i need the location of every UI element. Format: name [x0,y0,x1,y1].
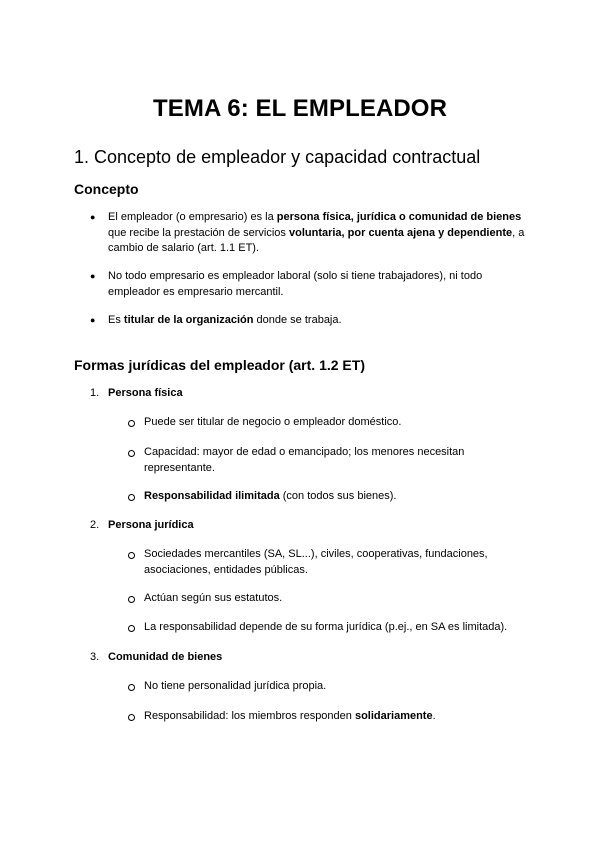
sub-list-item: Puede ser titular de negocio o empleador doméstico. [144,416,402,428]
subsection-heading-formas: Formas jurídicas del empleador (art. 1.2 ET) [74,357,365,373]
bullet-circle-icon [128,684,135,691]
list-number: 1. [90,387,100,399]
sub-list-item: No tiene personalidad jurídica propia. [144,680,327,692]
bullet-dot-icon: ● [90,212,96,222]
list-item-label: Persona jurídica [108,519,194,531]
bullet-dot-icon: ● [90,315,96,325]
list-number: 3. [90,651,100,663]
bullet-circle-icon [128,552,135,559]
bullet-circle-icon [128,596,135,603]
bullet-circle-icon [128,494,135,501]
sub-list-item: Responsabilidad: los miembros responden solidariamente. [144,710,436,722]
document-title: TEMA 6: EL EMPLEADOR [152,95,448,122]
section-heading: 1. Concepto de empleador y capacidad contractual [74,147,481,167]
sub-list-item: Responsabilidad ilimitada (con todos sus bienes). [144,490,397,502]
bullet-circle-icon [128,625,135,632]
bullet-circle-icon [128,420,135,427]
list-item: Es titular de la organización donde se trabaja. [108,314,342,326]
list-item: El empleador (o empresario) es la persona física, jurídica o comunidad de bienes que recibe la prestación de servicios voluntaria, por cuenta ajena y dependiente, a cambio de salario (art. 1.1 ET). [108,211,525,254]
list-number: 2. [90,519,100,531]
bullet-circle-icon [128,714,135,721]
sub-list-item: Sociedades mercantiles (SA, SL...), civiles, cooperativas, fundaciones, asociaciones, entidades públicas. [144,548,488,576]
sub-list-item: Actúan según sus estatutos. [144,592,283,604]
sub-list-item: La responsabilidad depende de su forma jurídica (p.ej., en SA es limitada). [144,621,508,633]
list-item: No todo empresario es empleador laboral (solo si tiene trabajadores), ni todo empleador es empresario mercantil. [108,270,483,298]
list-item-label: Persona física [108,387,183,399]
sub-list-item: Capacidad: mayor de edad o emancipado; los menores necesitan representante. [144,446,465,474]
bullet-circle-icon [128,450,135,457]
subsection-heading-concepto: Concepto [74,181,139,197]
bullet-dot-icon: ● [90,271,96,281]
list-item-label: Comunidad de bienes [108,651,223,663]
